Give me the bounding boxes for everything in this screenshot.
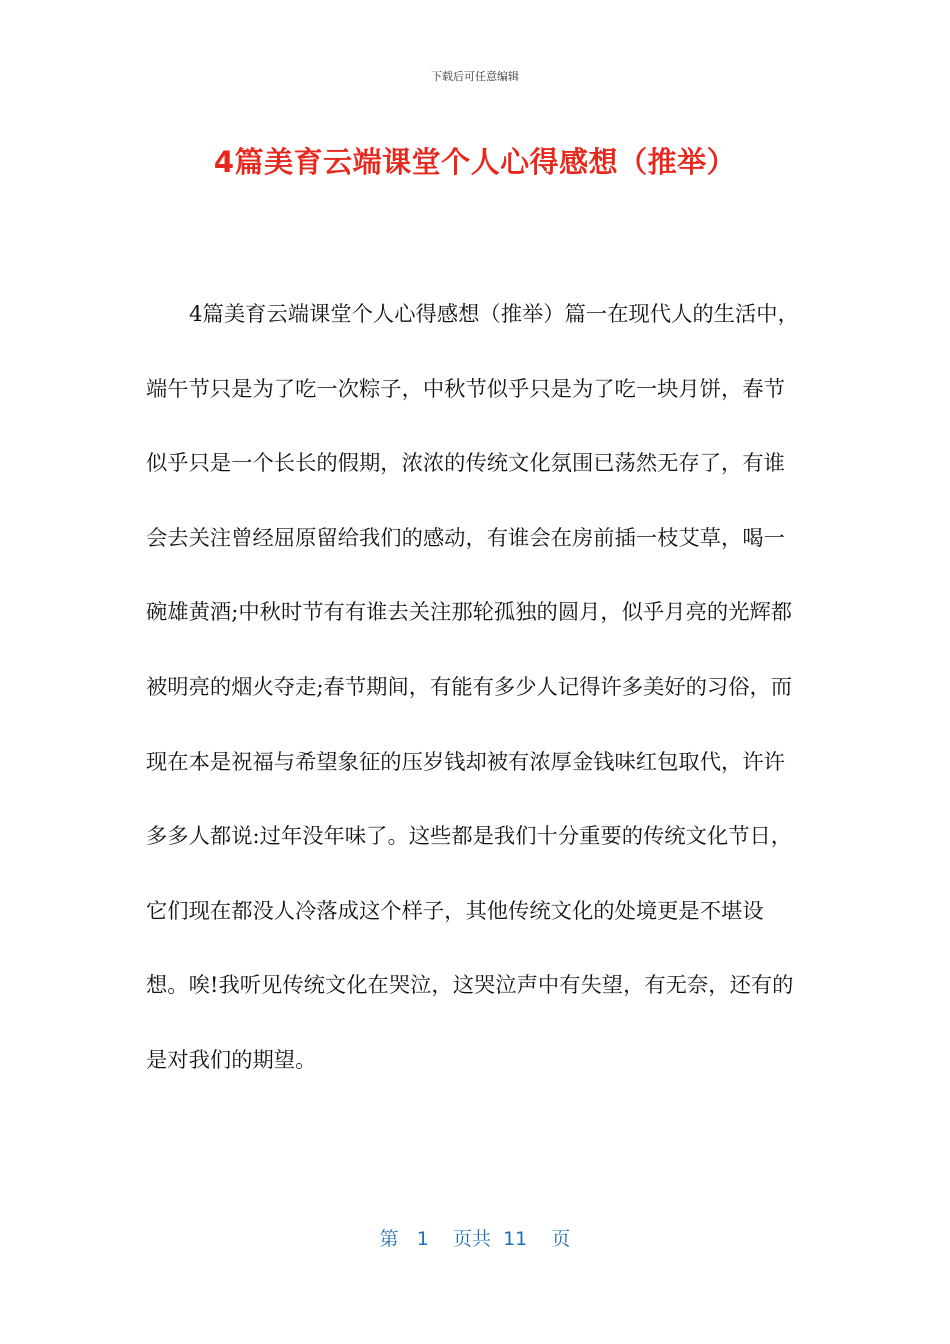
footer-page-middle: 页共: [452, 1228, 491, 1250]
footer-page-total: 11: [503, 1228, 528, 1250]
footer-page-prefix: 第: [379, 1228, 399, 1250]
document-title: 4篇美育云端课堂个人心得感想（推举）: [213, 145, 737, 179]
footer-page-suffix: 页: [551, 1228, 571, 1250]
header-note: 下载后可任意编辑: [431, 70, 519, 83]
body-paragraph: 4篇美育云端课堂个人心得感想（推举）篇一在现代人的生活中，端午节只是为了吃一次粽子，中秋节似乎只是为了吃一块月饼，春节似乎只是一个长长的假期，浓浓的传统文化氛围已荡然无存了，有谁会去关注曾经屈原留给我们的感动，有谁会在房前插一枝艾草，喝一碗雄黄酒;中秋时节有有谁去关注那轮孤独的圆月，似乎月亮的光辉都被明亮的烟火夺走;春节期间，有能有多少人记得许多美好的习俗，而现在本是祝福与希望象征的压岁钱却被有浓厚金钱味红包取代，许许多多人都说:过年没年味了。这些都是我们十分重要的传统文化节日，它们现在都没人冷落成这个样子，其他传统文化的处境更是不堪设想。唉!我听见传统文化在哭泣，这哭泣声中有失望，有无奈，还有的是对我们的期望。: [146, 302, 799, 1073]
footer-page-current: 1: [416, 1228, 429, 1250]
page-footer: [0, 1224, 950, 1251]
